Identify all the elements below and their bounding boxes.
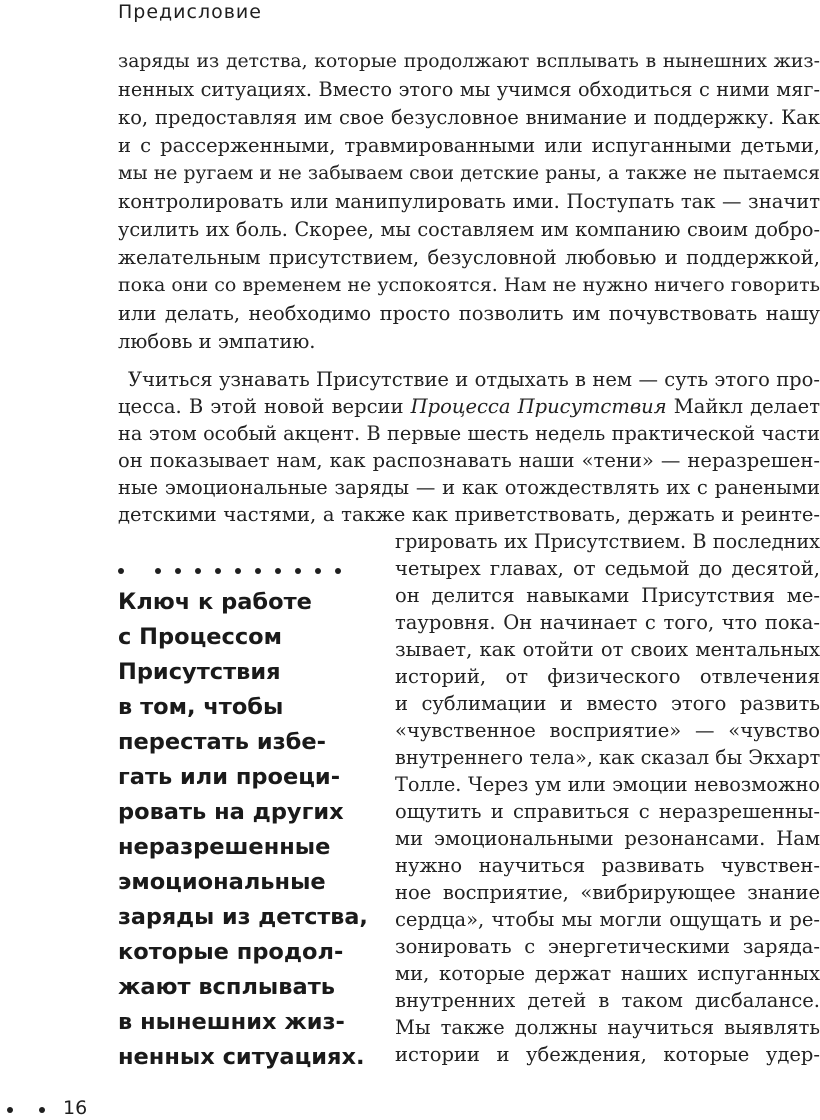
folio-dot [7, 1107, 13, 1113]
dot [175, 568, 181, 574]
column-line: он делится навыками Присутствия ме- [395, 584, 820, 607]
italic-title: Процесса Присутствия [410, 395, 667, 418]
column-line: нужно научиться развивать чувствен- [395, 854, 820, 877]
dot [335, 568, 341, 574]
pull-quote-line: которые продол- [118, 939, 344, 965]
body-line: Учиться узнавать Присутствие и отдыхать в нем — суть этого про- [128, 368, 820, 391]
body-line: контролировать или манипулировать ими. Поступать так — значит [118, 190, 820, 213]
text-run: цесса. В этой новой версии [118, 395, 411, 418]
body-line: заряды из детства, которые продолжают всплывать в нынешних жиз- [118, 51, 820, 72]
column-line: «чувственное восприятие» — «чувство [395, 719, 820, 742]
body-line: усилить их боль. Скорее, мы составляем им компанию своим добро- [118, 218, 820, 241]
running-header: Предисловие [118, 1, 262, 23]
pull-quote-line: перестать избе- [118, 729, 326, 755]
pull-quote-line: ровать на других [118, 799, 344, 825]
text-run: Майкл делает [666, 395, 820, 418]
pull-quote-line: гать или проеци- [118, 764, 341, 790]
body-line: ко, предоставляя им свое безусловное внимание и поддержку. Как [118, 106, 820, 129]
body-line: он показывает нам, как распознавать наши «тени» — неразрешен- [118, 449, 820, 472]
column-line: внутреннего тела», как сказал бы Экхарт [395, 746, 820, 769]
pull-quote-line: в нынешних жиз- [118, 1009, 345, 1035]
body-line: и с рассерженными, травмированными или испуганными детьми, [118, 134, 820, 157]
pull-quote-dots [118, 559, 346, 583]
pull-quote-line: жают всплывать [118, 974, 335, 1000]
column-line: внутренних детей в таком дисбалансе. [395, 989, 820, 1012]
dot [255, 568, 261, 574]
pull-quote-line: Присутствия [118, 659, 281, 685]
pull-quote-line: в том, чтобы [118, 694, 284, 720]
column-line: Мы также должны научиться выявлять [395, 1016, 820, 1039]
column-line: сердца», чтобы мы могли ощущать и ре- [395, 908, 820, 931]
column-line: грировать их Присутствием. В последних [395, 530, 820, 553]
body-line: желательным присутствием, безусловной любовью и поддержкой, [118, 246, 820, 269]
dot [155, 568, 161, 574]
dot [275, 568, 281, 574]
column-line: и сублимации и вместо этого развить [395, 692, 820, 715]
body-line: ненных ситуациях. Вместо этого мы учимся обходиться с ними мяг- [118, 78, 820, 101]
dot [295, 568, 301, 574]
dot [195, 568, 201, 574]
column-line: Толле. Через ум или эмоции невозможно [395, 773, 820, 796]
body-line: мы не ругаем и не забываем свои детские раны, а также не пытаемся [118, 163, 820, 184]
pull-quote-line: с Процессом [118, 624, 283, 650]
body-line: или делать, необходимо просто позволить им почувствовать нашу [118, 302, 820, 325]
pull-quote-line: эмоциональные [118, 869, 326, 895]
pull-quote-line: Ключ к работе [118, 589, 312, 615]
pull-quote-line: ненных ситуациях. [118, 1044, 365, 1070]
column-line: тауровня. Он начинает с того, что пока- [395, 611, 820, 634]
body-line: любовь и эмпатию. [118, 330, 316, 353]
body-line: ные эмоциональные заряды — и как отождествлять их с ранеными [118, 476, 820, 499]
dot [315, 568, 321, 574]
pull-quote-line: заряды из детства, [118, 904, 368, 930]
column-line: ми эмоциональными резонансами. Нам [395, 827, 820, 850]
column-line: ное восприятие, «вибрирующее знание [395, 881, 820, 904]
pull-quote-line: неразрешенные [118, 834, 331, 860]
dot [235, 568, 241, 574]
column-line: истории и убеждения, которые удер- [395, 1043, 820, 1066]
body-line-with-italic [118, 393, 820, 420]
body-line: пока они со временем не успокоятся. Нам не нужно ничего говорить [118, 274, 820, 296]
body-line: детскими частями, а также как приветствовать, держать и реинте- [118, 503, 820, 526]
column-line: зывает, как отойти от своих ментальных [395, 638, 820, 661]
column-line: ми, которые держат наших испуганных [395, 962, 820, 985]
column-line: четырех главах, от седьмой до десятой, [395, 557, 820, 580]
column-line: зонировать с энергетическими заряда- [395, 935, 820, 958]
folio-dot [39, 1107, 45, 1113]
column-line: ощутить и справиться с неразрешенны- [395, 800, 820, 823]
dot [215, 568, 221, 574]
column-line: историй, от физического отвлечения [395, 665, 820, 688]
dot [118, 568, 124, 574]
page-number: 16 [63, 1097, 88, 1119]
body-line: на этом особый акцент. В первые шесть недель практической части [118, 422, 820, 445]
